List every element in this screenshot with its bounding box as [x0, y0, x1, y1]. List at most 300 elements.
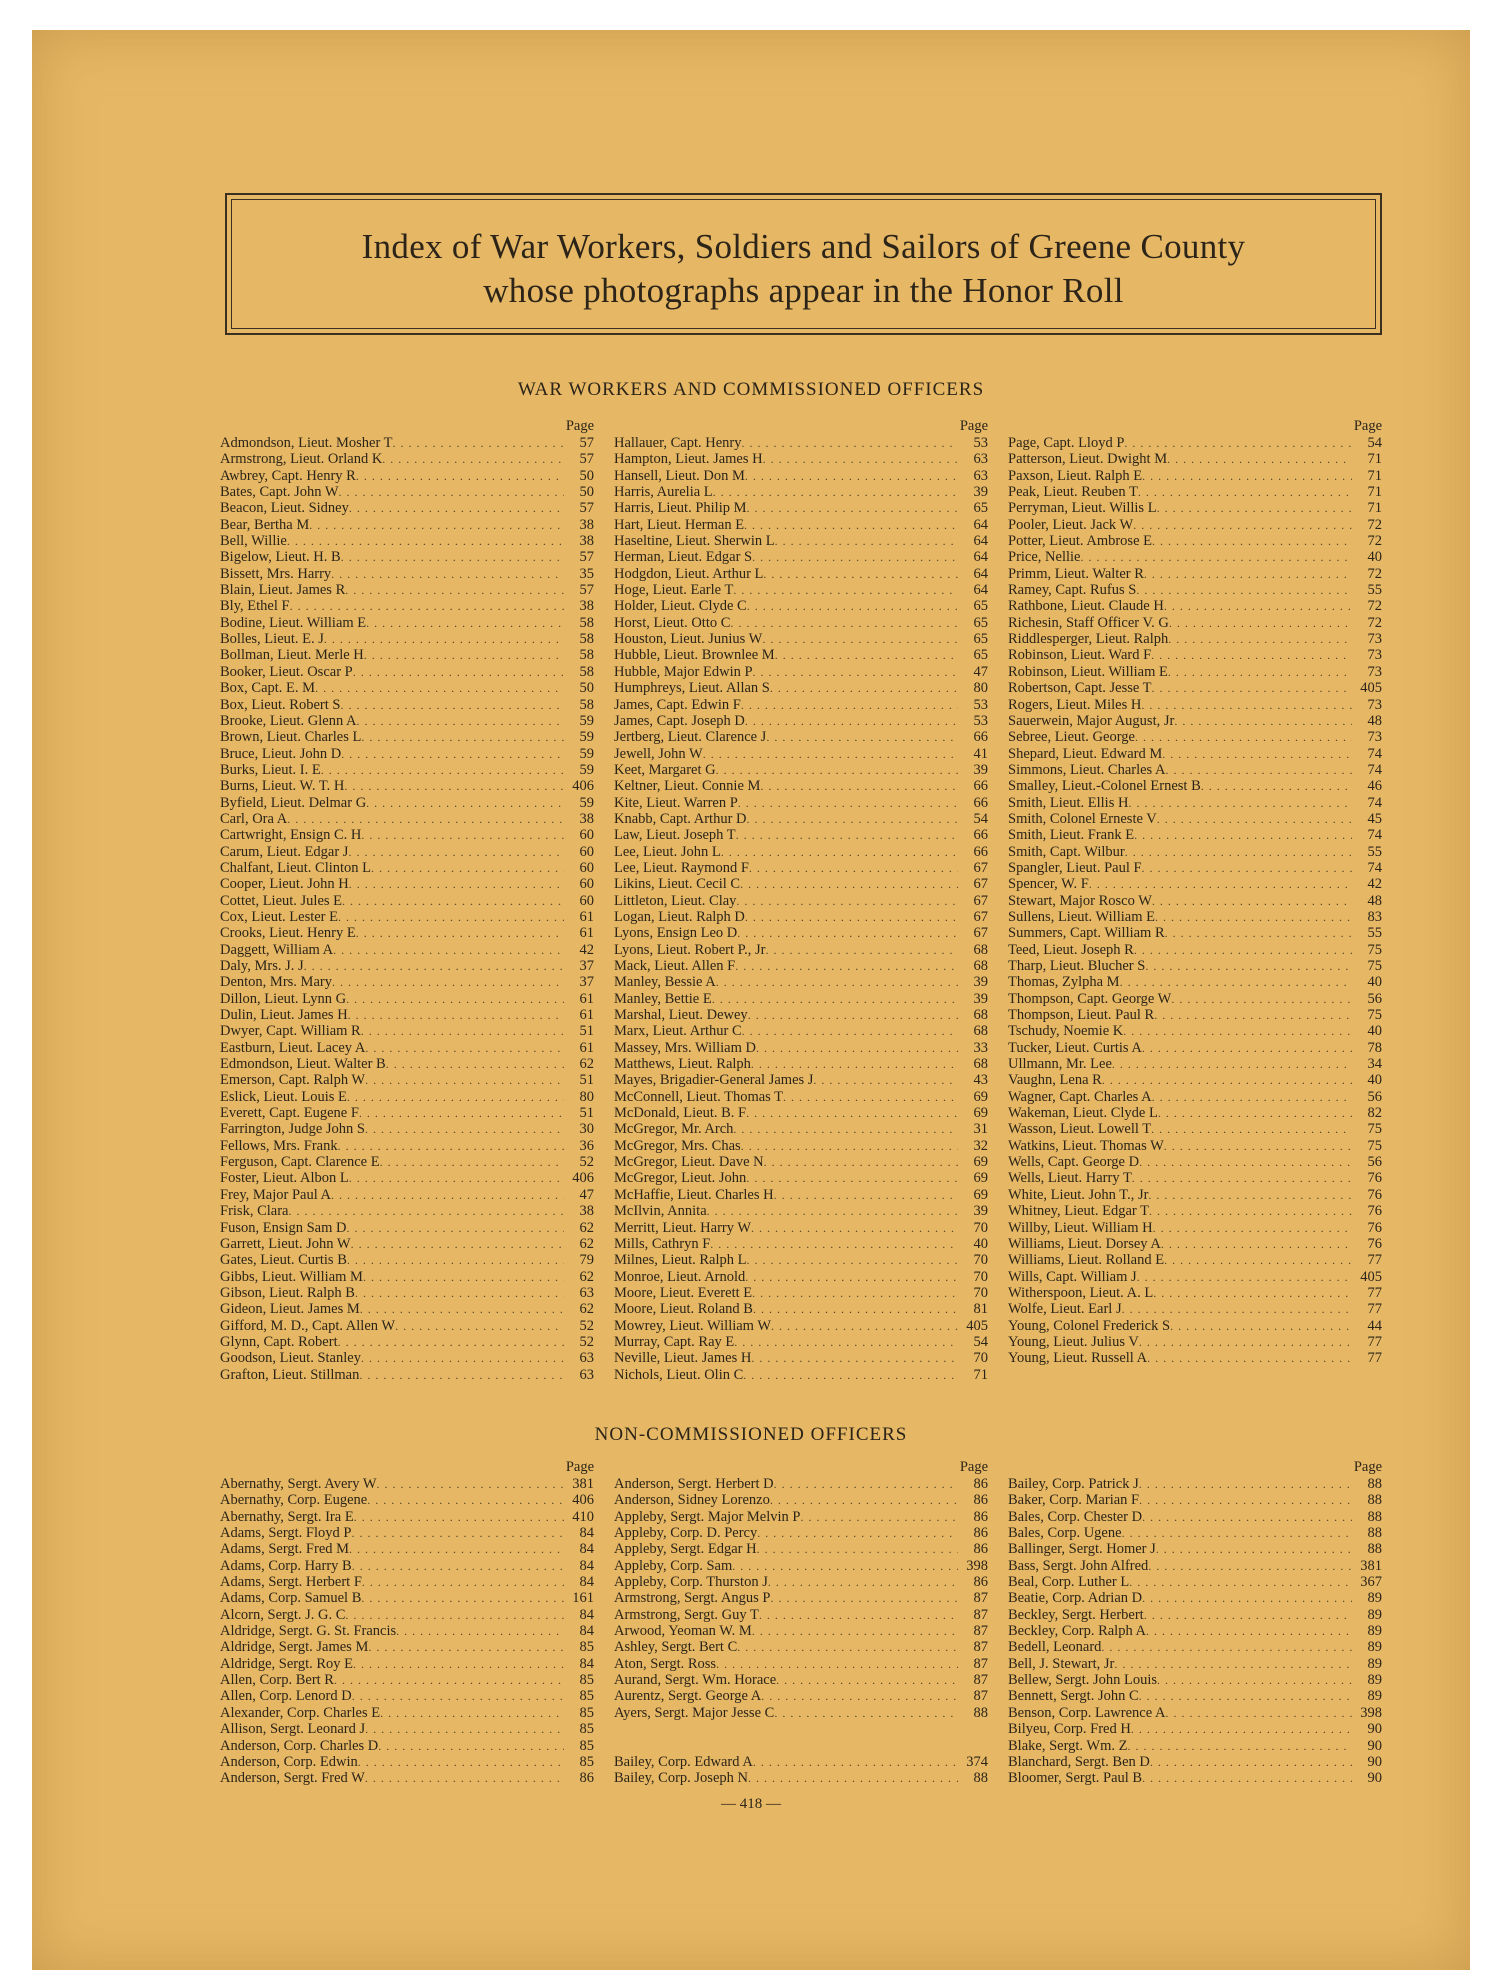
entry-name: Sullens, Lieut. William E: [1008, 908, 1155, 925]
index-entry: [614, 991, 988, 1007]
entry-page-number: 68: [973, 1023, 988, 1040]
entry-name: Abernathy, Corp. Eugene: [220, 1492, 368, 1509]
index-entry: [220, 1269, 594, 1285]
leader-dots: [363, 1269, 564, 1285]
leader-dots: [751, 1056, 958, 1072]
index-entry: [1008, 1105, 1382, 1121]
leader-dots: [352, 1688, 564, 1704]
entry-page-number: 87: [973, 1590, 988, 1607]
leader-dots: [1148, 1558, 1352, 1574]
entry-name: Anderson, Corp. Edwin: [220, 1753, 358, 1770]
leader-dots: [1136, 582, 1352, 598]
entry-name: Littleton, Lieut. Clay: [614, 892, 737, 909]
index-entry: [614, 729, 988, 745]
index-entry: [614, 1121, 988, 1137]
entry-page-number: 58: [579, 631, 594, 648]
page-column-label: Page: [565, 418, 594, 434]
leader-dots: [288, 1203, 564, 1219]
leader-dots: [1165, 925, 1352, 941]
index-entry: [614, 1590, 988, 1606]
leader-dots: [737, 1639, 958, 1655]
entry-page-number: 71: [1367, 451, 1382, 468]
index-entry: [220, 566, 594, 582]
index-entry: [614, 1688, 988, 1704]
entry-page-number: 68: [973, 941, 988, 958]
entry-page-number: 85: [579, 1688, 594, 1705]
leader-dots: [800, 1509, 958, 1525]
entry-page-number: 61: [579, 1039, 594, 1056]
leader-dots: [741, 435, 958, 451]
leader-dots: [747, 1252, 959, 1268]
index-entry: [1008, 1607, 1382, 1623]
index-entry: [1008, 1056, 1382, 1072]
entry-name: Tschudy, Noemie K: [1008, 1023, 1124, 1040]
index-entry: [220, 1056, 594, 1072]
leader-dots: [356, 468, 564, 484]
entry-page-number: 85: [579, 1672, 594, 1689]
leader-dots: [1157, 1672, 1352, 1688]
nco-column-3: [1008, 1458, 1382, 1787]
entry-name: Smith, Colonel Erneste V: [1008, 810, 1157, 827]
index-entry: [614, 811, 988, 827]
index-entry: [1008, 435, 1382, 451]
entry-name: Knabb, Capt. Arthur D: [614, 810, 747, 827]
entry-page-number: 40: [1367, 1072, 1382, 1089]
entry-page-number: 84: [579, 1525, 594, 1542]
leader-dots: [365, 1040, 564, 1056]
entry-page-number: 46: [1367, 778, 1382, 795]
entry-page-number: 70: [973, 1252, 988, 1269]
index-entry: [614, 1672, 988, 1688]
entry-page-number: 69: [973, 1088, 988, 1105]
entry-page-number: 66: [973, 778, 988, 795]
index-entry: [220, 860, 594, 876]
entry-name: Bailey, Corp. Edward A: [614, 1753, 753, 1770]
leader-dots: [354, 1509, 564, 1525]
leader-dots: [1162, 746, 1352, 762]
index-entry: [220, 1623, 594, 1639]
entry-page-number: 61: [579, 1007, 594, 1024]
index-entry: [220, 844, 594, 860]
leader-dots: [380, 1705, 564, 1721]
leader-dots: [1101, 1639, 1352, 1655]
entry-name: McGregor, Lieut. John: [614, 1170, 747, 1187]
index-entry: [614, 1187, 988, 1203]
entry-page-number: 53: [973, 712, 988, 729]
entry-name: Wells, Capt. George D: [1008, 1154, 1140, 1171]
entry-page-number: 89: [1367, 1688, 1382, 1705]
entry-page-number: 72: [1367, 533, 1382, 550]
leader-dots: [358, 1754, 564, 1770]
leader-dots: [733, 1121, 958, 1137]
index-entry: [614, 697, 988, 713]
entry-page-number: 39: [973, 990, 988, 1007]
entry-name: Marshal, Lieut. Dewey: [614, 1007, 748, 1024]
page-title-line-1: Index of War Workers, Soldiers and Sailors of Greene County: [361, 227, 1246, 266]
index-entry: [220, 1023, 594, 1039]
index-entry: [220, 746, 594, 762]
section-heading-officers: WAR WORKERS AND COMMISSIONED OFFICERS: [517, 379, 985, 400]
entry-name: Beatie, Corp. Adrian D: [1008, 1590, 1143, 1607]
entry-name: Houston, Lieut. Junius W: [614, 631, 763, 648]
index-entry: [1008, 1705, 1382, 1721]
entry-page-number: 72: [1367, 565, 1382, 582]
leader-dots: [344, 778, 564, 794]
leader-dots: [1157, 811, 1352, 827]
index-entry: [1008, 631, 1382, 647]
entry-name: Daly, Mrs. J. J: [220, 958, 304, 974]
leader-dots: [766, 729, 958, 745]
entry-name: Blain, Lieut. James R: [220, 582, 346, 599]
index-entry: [220, 615, 594, 631]
index-entry: [220, 451, 594, 467]
entry-name: Marx, Lieut. Arthur C: [614, 1023, 742, 1040]
index-entry: [614, 1738, 988, 1754]
officers-column-2: [614, 417, 988, 1383]
index-entry: [614, 1350, 988, 1366]
entry-name: Riddlesperger, Lieut. Ralph: [1008, 631, 1169, 648]
leader-dots: [339, 484, 564, 500]
index-entry: [220, 1318, 594, 1334]
entry-name: Gifford, M. D., Capt. Allen W: [220, 1317, 396, 1334]
leader-dots: [737, 925, 958, 941]
entry-page-number: 381: [1360, 1557, 1382, 1574]
entry-name: Glynn, Capt. Robert: [220, 1333, 338, 1350]
entry-page-number: 76: [1367, 1219, 1382, 1236]
leader-dots: [367, 1492, 564, 1508]
index-entry: [1008, 893, 1382, 909]
leader-dots: [1149, 1203, 1352, 1219]
entry-page-number: 88: [973, 1704, 988, 1721]
index-entry: [1008, 517, 1382, 533]
leader-dots: [742, 1023, 958, 1039]
page: [32, 30, 1470, 1970]
entry-name: Moore, Lieut. Roland B: [614, 1301, 753, 1318]
entry-name: Wasson, Lieut. Lowell T: [1008, 1121, 1152, 1138]
index-entry: [220, 991, 594, 1007]
leader-dots: [1122, 1301, 1352, 1317]
index-entry: [614, 664, 988, 680]
entry-name: Horst, Lieut. Otto C: [614, 614, 731, 631]
entry-name: Box, Lieut. Robert S: [220, 696, 341, 713]
entry-page-number: 88: [973, 1770, 988, 1787]
entry-name: Emerson, Capt. Ralph W: [220, 1072, 366, 1089]
entry-name: Vaughn, Lena R: [1008, 1072, 1102, 1089]
entry-name: Appleby, Corp. D. Percy: [614, 1525, 758, 1542]
leader-dots: [752, 549, 958, 565]
index-entry: [1008, 468, 1382, 484]
entry-page-number: 58: [579, 647, 594, 664]
leader-dots: [743, 1367, 958, 1383]
leader-dots: [774, 1187, 958, 1203]
leader-dots: [361, 827, 564, 843]
leader-dots: [348, 844, 564, 860]
index-entry: [614, 533, 988, 549]
leader-dots: [309, 517, 564, 533]
index-entry: [1008, 1656, 1382, 1672]
index-entry: [1008, 1525, 1382, 1541]
index-entry: [220, 1688, 594, 1704]
entry-page-number: 77: [1367, 1284, 1382, 1301]
entry-page-number: 86: [973, 1508, 988, 1525]
entry-name: Grafton, Lieut. Stillman: [220, 1366, 360, 1383]
index-entry: [1008, 1770, 1382, 1786]
leader-dots: [382, 451, 564, 467]
index-entry: [1008, 876, 1382, 892]
leader-dots: [760, 778, 958, 794]
entry-name: Hubble, Lieut. Brownlee M: [614, 647, 775, 664]
index-entry: [614, 958, 988, 974]
entry-page-number: 85: [579, 1721, 594, 1738]
entry-name: Hoge, Lieut. Earle T: [614, 582, 734, 599]
index-entry: [220, 1367, 594, 1383]
leader-dots: [741, 697, 958, 713]
entry-name: Smith, Lieut. Ellis H: [1008, 794, 1129, 811]
entry-name: Perryman, Lieut. Willis L: [1008, 500, 1157, 517]
leader-dots: [757, 1541, 958, 1557]
index-entry: [220, 664, 594, 680]
leader-dots: [740, 876, 958, 892]
index-entry: [1008, 844, 1382, 860]
entry-page-number: 56: [1367, 990, 1382, 1007]
entry-page-number: 67: [973, 876, 988, 893]
entry-name: Williams, Lieut. Dorsey A: [1008, 1235, 1161, 1252]
entry-page-number: 62: [579, 1056, 594, 1073]
leader-dots: [751, 1350, 958, 1366]
leader-dots: [1152, 893, 1352, 909]
entry-page-number: 86: [973, 1541, 988, 1558]
entry-name: Fuson, Ensign Sam D: [220, 1219, 347, 1236]
leader-dots: [1158, 1105, 1352, 1121]
entry-name: Lyons, Lieut. Robert P., Jr: [614, 941, 766, 958]
entry-name: Crooks, Lieut. Henry E: [220, 925, 356, 942]
entry-page-number: 68: [973, 1056, 988, 1073]
leader-dots: [341, 746, 564, 762]
entry-name: Everett, Capt. Eugene F: [220, 1105, 359, 1122]
entry-name: Moore, Lieut. Everett E: [614, 1284, 753, 1301]
entry-page-number: 87: [973, 1623, 988, 1640]
entry-name: Thomas, Zylpha M: [1008, 974, 1120, 991]
index-entry: [614, 827, 988, 843]
leader-dots: [366, 795, 564, 811]
entry-page-number: 60: [579, 876, 594, 893]
leader-dots: [776, 1672, 958, 1688]
entry-page-number: 45: [1367, 810, 1382, 827]
leader-dots: [1148, 1187, 1352, 1203]
leader-dots: [733, 582, 958, 598]
index-entry: [220, 1154, 594, 1170]
index-entry: [220, 1007, 594, 1023]
leader-dots: [1133, 517, 1352, 533]
entry-name: Spangler, Lieut. Paul F: [1008, 859, 1142, 876]
index-entry: [220, 1220, 594, 1236]
entry-page-number: 85: [579, 1639, 594, 1656]
leader-dots: [746, 1170, 958, 1186]
index-entry: [1008, 1154, 1382, 1170]
entry-page-number: 64: [973, 582, 988, 599]
entry-page-number: 59: [579, 761, 594, 778]
section-heading-non-commissioned: NON-COMMISSIONED OFFICERS: [594, 1424, 908, 1445]
index-entry: [614, 1040, 988, 1056]
entry-name: Milnes, Lieut. Ralph L: [614, 1252, 747, 1269]
entry-name: Fellows, Mrs. Frank: [220, 1137, 338, 1154]
index-entry: [614, 1607, 988, 1623]
index-entry: [614, 860, 988, 876]
entry-name: Anderson, Sergt. Herbert D: [614, 1476, 774, 1492]
entry-page-number: 76: [1367, 1170, 1382, 1187]
index-entry: [1008, 1672, 1382, 1688]
entry-page-number: 86: [579, 1770, 594, 1787]
index-entry: [1008, 647, 1382, 663]
leader-dots: [1142, 860, 1352, 876]
entry-page-number: 56: [1367, 1088, 1382, 1105]
entry-page-number: 39: [973, 974, 988, 991]
index-entry: [220, 811, 594, 827]
leader-dots: [321, 762, 564, 778]
entry-name: Adams, Sergt. Herbert F: [220, 1574, 362, 1591]
entry-page-number: 65: [973, 598, 988, 615]
entry-name: Chalfant, Lieut. Clinton L: [220, 859, 372, 876]
entry-name: Hubble, Major Edwin P: [614, 663, 753, 680]
entry-name: Primm, Lieut. Walter R: [1008, 565, 1144, 582]
entry-name: Allen, Corp. Bert R: [220, 1672, 334, 1689]
entry-name: Admondson, Lieut. Mosher T: [220, 435, 393, 451]
index-entry: [220, 1770, 594, 1786]
leader-dots: [1164, 1252, 1352, 1268]
entry-name: Appleby, Sergt. Edgar H: [614, 1541, 757, 1558]
leader-dots: [752, 1623, 958, 1639]
entry-page-number: 69: [973, 1154, 988, 1171]
entry-name: Logan, Lieut. Ralph D: [614, 908, 745, 925]
entry-name: Gates, Lieut. Curtis B: [220, 1252, 347, 1269]
index-entry: [220, 1541, 594, 1557]
index-entry: [220, 1072, 594, 1088]
entry-name: Smith, Capt. Wilbur: [1008, 843, 1125, 860]
entry-page-number: 63: [579, 1284, 594, 1301]
entry-page-number: 54: [973, 810, 988, 827]
leader-dots: [1137, 1269, 1352, 1285]
entry-page-number: 410: [572, 1508, 594, 1525]
entry-page-number: 32: [973, 1137, 988, 1154]
index-entry: [614, 1105, 988, 1121]
leader-dots: [1174, 713, 1352, 729]
entry-name: McIlvin, Annita: [614, 1203, 707, 1220]
index-entry: [220, 500, 594, 516]
entry-name: Ramey, Capt. Rufus S: [1008, 582, 1137, 599]
entry-page-number: 55: [1367, 925, 1382, 942]
entry-name: Lee, Lieut. John L: [614, 843, 721, 860]
index-entry: [614, 1236, 988, 1252]
entry-page-number: 56: [1367, 1154, 1382, 1171]
index-entry: [1008, 991, 1382, 1007]
entry-name: Bell, Willie: [220, 533, 287, 550]
entry-page-number: 75: [1367, 941, 1382, 958]
index-entry: [220, 680, 594, 696]
index-entry: [220, 974, 594, 990]
leader-dots: [765, 942, 958, 958]
entry-page-number: 89: [1367, 1639, 1382, 1656]
entry-page-number: 74: [1367, 761, 1382, 778]
index-entry: [614, 451, 988, 467]
entry-page-number: 36: [579, 1137, 594, 1154]
entry-page-number: 82: [1367, 1105, 1382, 1122]
title-box: [225, 193, 1382, 335]
index-entry: [220, 1089, 594, 1105]
leader-dots: [703, 746, 958, 762]
index-entry: [614, 1509, 988, 1525]
index-entry: [1008, 1541, 1382, 1557]
entry-page-number: 64: [973, 516, 988, 533]
leader-dots: [763, 451, 958, 467]
leader-dots: [735, 958, 958, 974]
leader-dots: [734, 1334, 958, 1350]
entry-page-number: 58: [579, 663, 594, 680]
leader-dots: [361, 1350, 564, 1366]
index-entry: [614, 1089, 988, 1105]
entry-name: Abernathy, Sergt. Avery W: [220, 1476, 377, 1492]
index-entry: [220, 468, 594, 484]
index-entry: [220, 697, 594, 713]
index-entry: [220, 1525, 594, 1541]
leader-dots: [738, 795, 958, 811]
entry-name: Aldridge, Sergt. James M: [220, 1639, 369, 1656]
entry-page-number: 52: [579, 1154, 594, 1171]
leader-dots: [756, 1040, 958, 1056]
entry-page-number: 62: [579, 1219, 594, 1236]
leader-dots: [356, 925, 564, 941]
entry-name: Ballinger, Sergt. Homer J: [1008, 1541, 1156, 1558]
leader-dots: [1134, 827, 1352, 843]
entry-name: Bass, Sergt. John Alfred: [1008, 1557, 1149, 1574]
entry-name: Monroe, Lieut. Arnold: [614, 1268, 746, 1285]
entry-page-number: 39: [973, 761, 988, 778]
index-entry: [220, 582, 594, 598]
entry-page-number: 71: [973, 1366, 988, 1383]
index-entry: [1008, 680, 1382, 696]
leader-dots: [759, 1607, 958, 1623]
entry-name: Humphreys, Lieut. Allan S: [614, 680, 770, 697]
index-entry: [220, 1301, 594, 1317]
entry-page-number: 73: [1367, 696, 1382, 713]
entry-page-number: 64: [973, 565, 988, 582]
index-entry: [1008, 500, 1382, 516]
page-column-label: Page: [959, 418, 988, 434]
leader-dots: [349, 1170, 564, 1186]
entry-page-number: 398: [1360, 1704, 1382, 1721]
index-entry: [220, 533, 594, 549]
leader-dots: [1122, 1525, 1352, 1541]
index-entry: [1008, 1492, 1382, 1508]
index-entry: [1008, 566, 1382, 582]
entry-name: Young, Lieut. Julius V: [1008, 1333, 1139, 1350]
officers-column-1: [220, 417, 594, 1383]
leader-dots: [1142, 1590, 1352, 1606]
entry-page-number: 84: [579, 1655, 594, 1672]
entry-page-number: 57: [579, 435, 594, 451]
leader-dots: [1153, 1220, 1352, 1236]
entry-page-number: 405: [1360, 1268, 1382, 1285]
index-entry: [220, 909, 594, 925]
entry-name: Willby, Lieut. William H: [1008, 1219, 1153, 1236]
leader-dots: [378, 1738, 564, 1754]
index-entry: [1008, 1170, 1382, 1186]
entry-name: Bilyeu, Corp. Fred H: [1008, 1721, 1131, 1738]
index-entry: [614, 1056, 988, 1072]
index-entry: [1008, 762, 1382, 778]
entry-name: Ferguson, Capt. Clarence E: [220, 1154, 380, 1171]
leader-dots: [774, 1476, 958, 1492]
entry-name: Byfield, Lieut. Delmar G: [220, 794, 367, 811]
